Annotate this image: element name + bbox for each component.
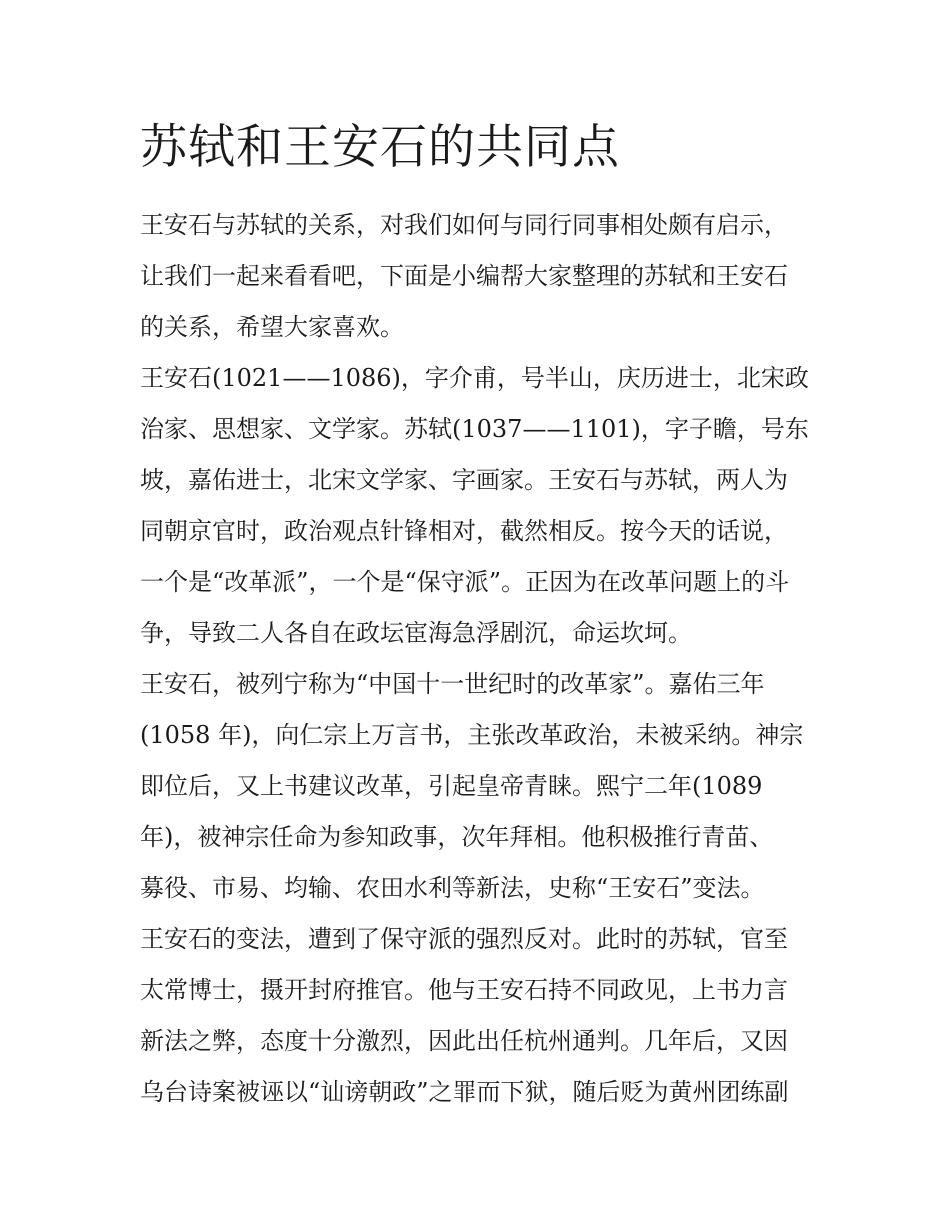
document-page	[140, 118, 820, 1118]
text-line: 王安石，被列宁称为“中国十一世纪时的改革家”。嘉佑三年	[140, 670, 765, 698]
text-line: 让我们一起来看看吧，下面是小编帮大家整理的苏轼和王安石	[140, 262, 788, 290]
text-line: 王安石(1021——1086)，字介甫，号半山，庆历进士，北宋政	[140, 364, 809, 392]
text-line: 争，导致二人各自在政坛宦海急浮剧沉，命运坎坷。	[140, 619, 692, 647]
text-line: 治家、思想家、文学家。苏轼(1037——1101)，字子瞻，号东	[140, 415, 809, 443]
paragraph-wang-anshi-reform	[140, 659, 820, 914]
paragraph-opposition	[140, 914, 820, 1118]
text-line: 一个是“改革派”，一个是“保守派”。正因为在改革问题上的斗	[140, 568, 790, 596]
paragraph-biography	[140, 353, 820, 659]
text-line: 的关系，希望大家喜欢。	[140, 313, 404, 341]
text-line: 太常博士，摄开封府推官。他与王安石持不同政见，上书力言	[140, 976, 788, 1004]
text-line: (1058 年)，向仁宗上万言书，主张改革政治，未被采纳。神宗	[140, 721, 804, 749]
text-line: 年)，被神宗任命为参知政事，次年拜相。他积极推行青苗、	[140, 823, 774, 851]
text-line: 王安石与苏轼的关系，对我们如何与同行同事相处颇有启示，	[140, 211, 788, 239]
text-line: 坡，嘉佑进士，北宋文学家、字画家。王安石与苏轼，两人为	[140, 466, 788, 494]
text-line: 乌台诗案被诬以“讪谤朝政”之罪而下狱，随后贬为黄州团练副	[140, 1078, 789, 1106]
text-line: 募役、市易、均输、农田水利等新法，史称“王安石”变法。	[140, 874, 765, 902]
text-line: 同朝京官时，政治观点针锋相对，截然相反。按今天的话说，	[140, 517, 788, 545]
text-line: 王安石的变法，遭到了保守派的强烈反对。此时的苏轼，官至	[140, 925, 788, 953]
page-title: 苏轼和王安石的共同点	[140, 120, 620, 175]
paragraph-intro	[140, 200, 820, 353]
text-line: 新法之弊，态度十分激烈，因此出任杭州通判。几年后，又因	[140, 1027, 788, 1055]
text-line: 即位后，又上书建议改革，引起皇帝青睐。熙宁二年(1089	[140, 772, 763, 800]
